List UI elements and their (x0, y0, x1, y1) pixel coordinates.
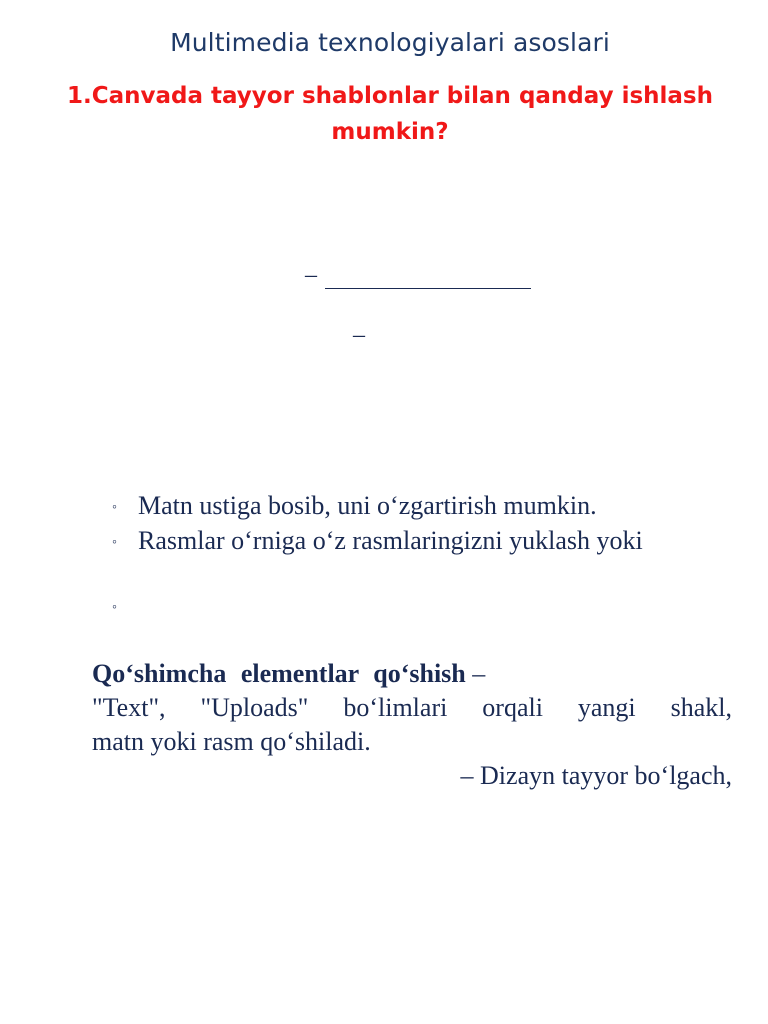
single-dash: – (353, 322, 365, 348)
bullet-text: Rasmlar o‘rniga o‘z rasmlaringizni yuklash yoki (138, 526, 643, 555)
dash-prefix: – (305, 262, 317, 288)
document-title: Multimedia texnologiyalari asoslari (170, 28, 610, 57)
bullet-text: Matn ustiga bosib, uni o‘zgartirish mumkin. (138, 491, 597, 520)
section-heading-line (92, 657, 732, 691)
question-line-2: mumkin? (331, 119, 449, 145)
empty-bullet-circle-icon: ◦ (112, 600, 117, 615)
blank-underline (325, 266, 531, 289)
section-heading: Qo‘shimcha elementlar qo‘shish (92, 659, 466, 688)
section-body-line-1: "Text", "Uploads" bo‘limlari orqali yangi shakl, (92, 693, 732, 722)
bullet-circle-icon: ◦ (112, 535, 117, 551)
bullet-circle-icon: ◦ (112, 500, 117, 516)
section-paragraph (92, 657, 732, 793)
section-right-line: – Dizayn tayyor bo‘lgach, (460, 761, 732, 790)
list-item (112, 491, 597, 521)
list-item (112, 526, 643, 556)
question-heading (40, 78, 740, 150)
section-body-line-2: matn yoki rasm qo‘shiladi. (92, 727, 371, 756)
question-line-1: 1.Canvada tayyor shablonlar bilan qanday ishlash (66, 83, 713, 109)
section-heading-dash: – (465, 659, 486, 688)
dash-with-blank-line (305, 262, 531, 289)
